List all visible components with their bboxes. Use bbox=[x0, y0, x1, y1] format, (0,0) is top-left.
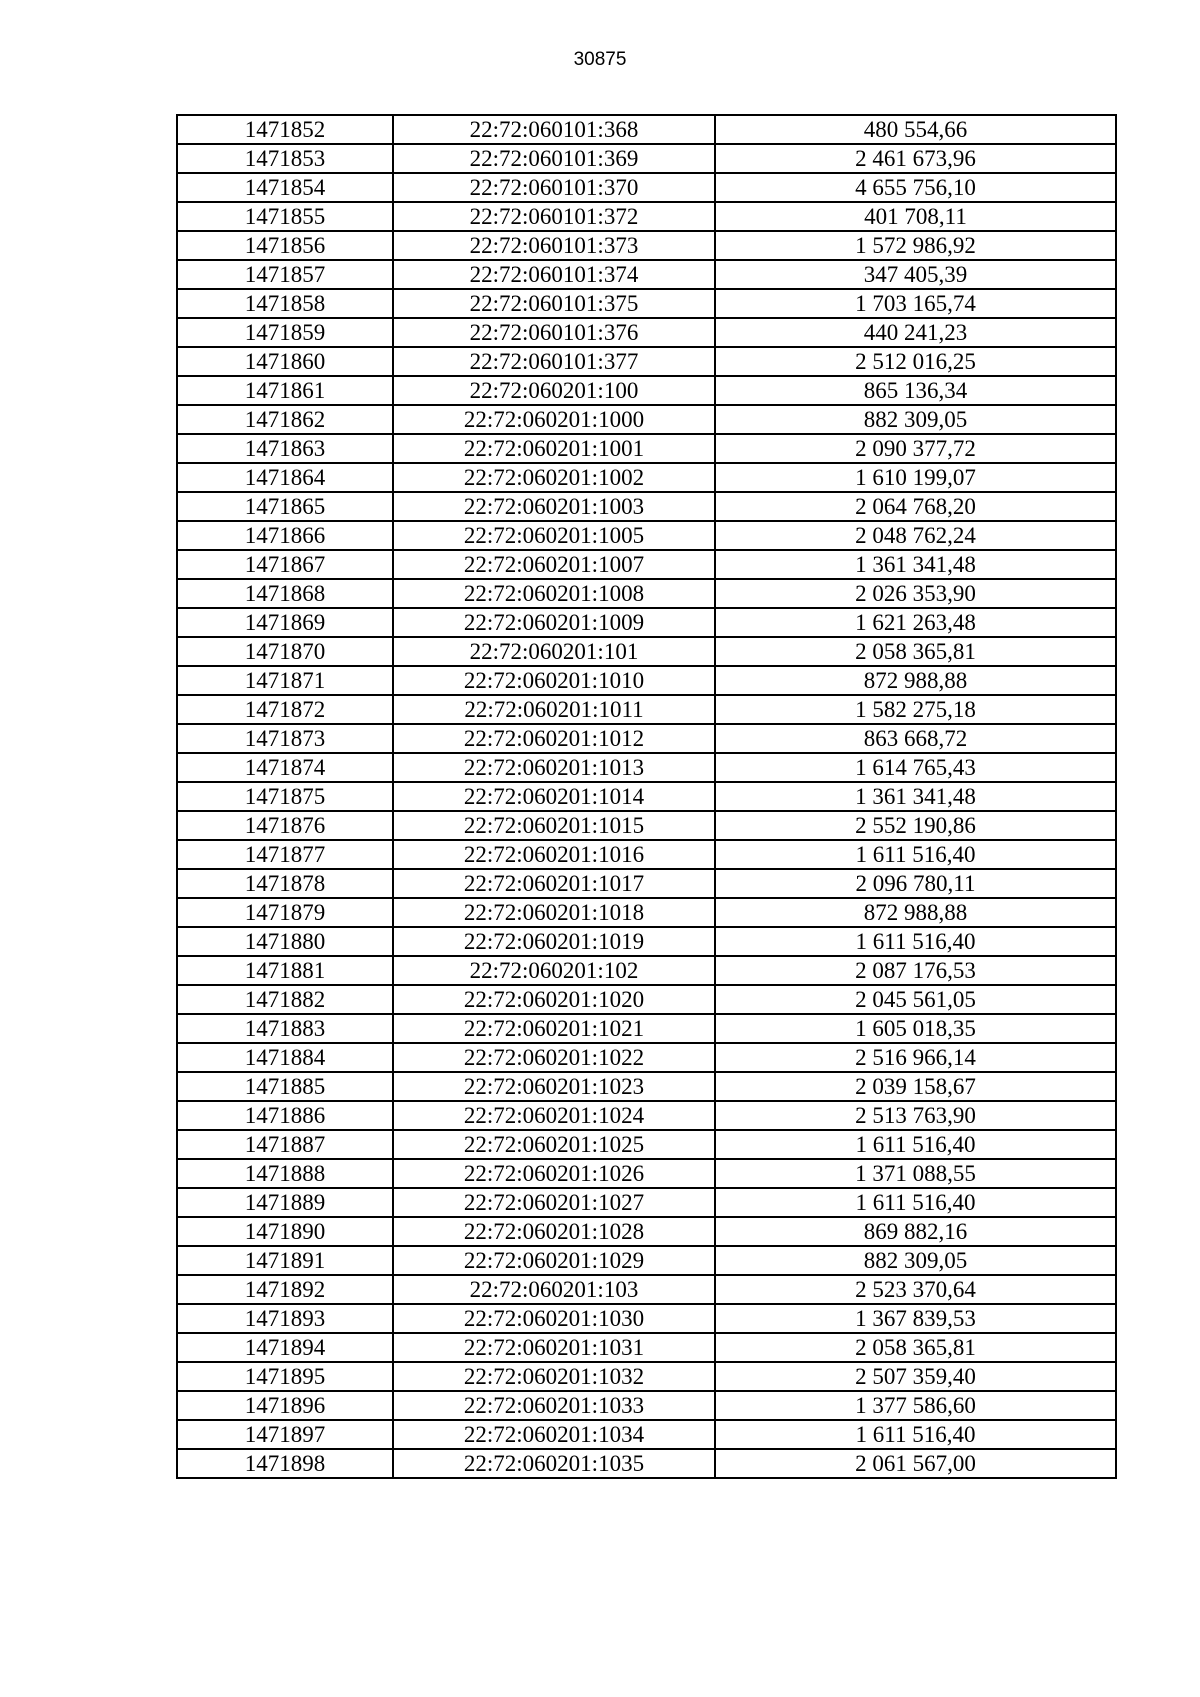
row-number-cell: 1471883 bbox=[177, 1014, 393, 1043]
cadastral-number-cell: 22:72:060201:1013 bbox=[393, 753, 715, 782]
row-number-cell: 1471865 bbox=[177, 492, 393, 521]
table-row bbox=[177, 1014, 1116, 1043]
row-number-cell: 1471893 bbox=[177, 1304, 393, 1333]
table-row bbox=[177, 956, 1116, 985]
table-row bbox=[177, 115, 1116, 144]
row-number-cell: 1471859 bbox=[177, 318, 393, 347]
table-row bbox=[177, 1333, 1116, 1362]
row-number-cell: 1471863 bbox=[177, 434, 393, 463]
table-row bbox=[177, 724, 1116, 753]
cadastral-value-cell: 1 611 516,40 bbox=[715, 927, 1116, 956]
cadastral-number-cell: 22:72:060201:1029 bbox=[393, 1246, 715, 1275]
cadastral-number-cell: 22:72:060101:368 bbox=[393, 115, 715, 144]
cadastral-number-cell: 22:72:060101:374 bbox=[393, 260, 715, 289]
row-number-cell: 1471871 bbox=[177, 666, 393, 695]
row-number-cell: 1471879 bbox=[177, 898, 393, 927]
cadastral-number-cell: 22:72:060201:1022 bbox=[393, 1043, 715, 1072]
cadastral-value-cell: 2 087 176,53 bbox=[715, 956, 1116, 985]
cadastral-value-table bbox=[176, 114, 1117, 1479]
cadastral-number-cell: 22:72:060201:1017 bbox=[393, 869, 715, 898]
table-row bbox=[177, 695, 1116, 724]
table-body bbox=[177, 115, 1116, 1478]
cadastral-value-cell: 2 045 561,05 bbox=[715, 985, 1116, 1014]
cadastral-value-cell: 2 523 370,64 bbox=[715, 1275, 1116, 1304]
cadastral-number-cell: 22:72:060201:1019 bbox=[393, 927, 715, 956]
cadastral-value-cell: 1 611 516,40 bbox=[715, 1130, 1116, 1159]
cadastral-number-cell: 22:72:060201:1032 bbox=[393, 1362, 715, 1391]
table-row bbox=[177, 840, 1116, 869]
cadastral-number-cell: 22:72:060201:1012 bbox=[393, 724, 715, 753]
row-number-cell: 1471855 bbox=[177, 202, 393, 231]
cadastral-number-cell: 22:72:060201:1026 bbox=[393, 1159, 715, 1188]
cadastral-value-cell: 872 988,88 bbox=[715, 666, 1116, 695]
cadastral-number-cell: 22:72:060201:1025 bbox=[393, 1130, 715, 1159]
row-number-cell: 1471876 bbox=[177, 811, 393, 840]
table-row bbox=[177, 347, 1116, 376]
cadastral-number-cell: 22:72:060201:1005 bbox=[393, 521, 715, 550]
cadastral-value-cell: 1 371 088,55 bbox=[715, 1159, 1116, 1188]
cadastral-value-cell: 1 605 018,35 bbox=[715, 1014, 1116, 1043]
cadastral-value-cell: 2 064 768,20 bbox=[715, 492, 1116, 521]
row-number-cell: 1471898 bbox=[177, 1449, 393, 1478]
cadastral-value-cell: 872 988,88 bbox=[715, 898, 1116, 927]
row-number-cell: 1471870 bbox=[177, 637, 393, 666]
cadastral-value-cell: 2 048 762,24 bbox=[715, 521, 1116, 550]
table-row bbox=[177, 753, 1116, 782]
cadastral-number-cell: 22:72:060201:1014 bbox=[393, 782, 715, 811]
row-number-cell: 1471880 bbox=[177, 927, 393, 956]
row-number-cell: 1471874 bbox=[177, 753, 393, 782]
cadastral-value-cell: 1 361 341,48 bbox=[715, 550, 1116, 579]
cadastral-value-cell: 1 611 516,40 bbox=[715, 1420, 1116, 1449]
row-number-cell: 1471867 bbox=[177, 550, 393, 579]
cadastral-number-cell: 22:72:060101:376 bbox=[393, 318, 715, 347]
row-number-cell: 1471860 bbox=[177, 347, 393, 376]
page-number: 30875 bbox=[573, 49, 627, 70]
cadastral-number-cell: 22:72:060201:101 bbox=[393, 637, 715, 666]
cadastral-value-cell: 1 611 516,40 bbox=[715, 1188, 1116, 1217]
row-number-cell: 1471884 bbox=[177, 1043, 393, 1072]
cadastral-value-cell: 2 061 567,00 bbox=[715, 1449, 1116, 1478]
table-row bbox=[177, 1420, 1116, 1449]
cadastral-value-cell: 1 621 263,48 bbox=[715, 608, 1116, 637]
row-number-cell: 1471853 bbox=[177, 144, 393, 173]
cadastral-value-cell: 401 708,11 bbox=[715, 202, 1116, 231]
row-number-cell: 1471875 bbox=[177, 782, 393, 811]
row-number-cell: 1471894 bbox=[177, 1333, 393, 1362]
row-number-cell: 1471897 bbox=[177, 1420, 393, 1449]
table-row bbox=[177, 782, 1116, 811]
table-row bbox=[177, 1246, 1116, 1275]
cadastral-number-cell: 22:72:060201:1010 bbox=[393, 666, 715, 695]
cadastral-number-cell: 22:72:060201:1007 bbox=[393, 550, 715, 579]
cadastral-number-cell: 22:72:060201:1031 bbox=[393, 1333, 715, 1362]
cadastral-value-cell: 2 096 780,11 bbox=[715, 869, 1116, 898]
table-row bbox=[177, 1159, 1116, 1188]
table-row bbox=[177, 666, 1116, 695]
row-number-cell: 1471878 bbox=[177, 869, 393, 898]
cadastral-value-cell: 882 309,05 bbox=[715, 1246, 1116, 1275]
cadastral-number-cell: 22:72:060201:1030 bbox=[393, 1304, 715, 1333]
row-number-cell: 1471868 bbox=[177, 579, 393, 608]
cadastral-number-cell: 22:72:060101:375 bbox=[393, 289, 715, 318]
cadastral-value-cell: 882 309,05 bbox=[715, 405, 1116, 434]
cadastral-value-cell: 2 026 353,90 bbox=[715, 579, 1116, 608]
cadastral-value-cell: 2 461 673,96 bbox=[715, 144, 1116, 173]
row-number-cell: 1471882 bbox=[177, 985, 393, 1014]
row-number-cell: 1471854 bbox=[177, 173, 393, 202]
row-number-cell: 1471891 bbox=[177, 1246, 393, 1275]
table-row bbox=[177, 318, 1116, 347]
table-row bbox=[177, 1362, 1116, 1391]
table-row bbox=[177, 202, 1116, 231]
cadastral-value-cell: 1 367 839,53 bbox=[715, 1304, 1116, 1333]
cadastral-number-cell: 22:72:060101:372 bbox=[393, 202, 715, 231]
table-row bbox=[177, 608, 1116, 637]
row-number-cell: 1471887 bbox=[177, 1130, 393, 1159]
row-number-cell: 1471895 bbox=[177, 1362, 393, 1391]
cadastral-value-cell: 2 512 016,25 bbox=[715, 347, 1116, 376]
table-row bbox=[177, 231, 1116, 260]
cadastral-number-cell: 22:72:060201:1018 bbox=[393, 898, 715, 927]
cadastral-number-cell: 22:72:060101:377 bbox=[393, 347, 715, 376]
cadastral-value-cell: 2 552 190,86 bbox=[715, 811, 1116, 840]
row-number-cell: 1471881 bbox=[177, 956, 393, 985]
table-row bbox=[177, 173, 1116, 202]
cadastral-number-cell: 22:72:060201:1002 bbox=[393, 463, 715, 492]
cadastral-number-cell: 22:72:060201:1024 bbox=[393, 1101, 715, 1130]
table-row bbox=[177, 492, 1116, 521]
cadastral-value-cell: 865 136,34 bbox=[715, 376, 1116, 405]
table-row bbox=[177, 1449, 1116, 1478]
table-row bbox=[177, 1304, 1116, 1333]
cadastral-number-cell: 22:72:060201:1000 bbox=[393, 405, 715, 434]
cadastral-value-cell: 2 090 377,72 bbox=[715, 434, 1116, 463]
cadastral-value-cell: 863 668,72 bbox=[715, 724, 1116, 753]
cadastral-value-cell: 1 582 275,18 bbox=[715, 695, 1116, 724]
cadastral-number-cell: 22:72:060201:100 bbox=[393, 376, 715, 405]
cadastral-number-cell: 22:72:060201:1015 bbox=[393, 811, 715, 840]
cadastral-value-cell: 2 507 359,40 bbox=[715, 1362, 1116, 1391]
row-number-cell: 1471866 bbox=[177, 521, 393, 550]
cadastral-number-cell: 22:72:060101:369 bbox=[393, 144, 715, 173]
table-row bbox=[177, 898, 1116, 927]
cadastral-value-cell: 4 655 756,10 bbox=[715, 173, 1116, 202]
row-number-cell: 1471888 bbox=[177, 1159, 393, 1188]
cadastral-number-cell: 22:72:060201:1016 bbox=[393, 840, 715, 869]
cadastral-number-cell: 22:72:060201:102 bbox=[393, 956, 715, 985]
cadastral-value-cell: 1 611 516,40 bbox=[715, 840, 1116, 869]
cadastral-number-cell: 22:72:060201:1027 bbox=[393, 1188, 715, 1217]
table-row bbox=[177, 434, 1116, 463]
cadastral-value-cell: 2 516 966,14 bbox=[715, 1043, 1116, 1072]
cadastral-value-cell: 1 377 586,60 bbox=[715, 1391, 1116, 1420]
table-row bbox=[177, 521, 1116, 550]
row-number-cell: 1471852 bbox=[177, 115, 393, 144]
row-number-cell: 1471877 bbox=[177, 840, 393, 869]
table-row bbox=[177, 1043, 1116, 1072]
cadastral-number-cell: 22:72:060201:103 bbox=[393, 1275, 715, 1304]
table-row bbox=[177, 579, 1116, 608]
cadastral-value-cell: 1 361 341,48 bbox=[715, 782, 1116, 811]
table-row bbox=[177, 405, 1116, 434]
table-row bbox=[177, 869, 1116, 898]
table-row bbox=[177, 1072, 1116, 1101]
cadastral-number-cell: 22:72:060201:1003 bbox=[393, 492, 715, 521]
cadastral-number-cell: 22:72:060101:373 bbox=[393, 231, 715, 260]
row-number-cell: 1471856 bbox=[177, 231, 393, 260]
cadastral-number-cell: 22:72:060201:1033 bbox=[393, 1391, 715, 1420]
cadastral-number-cell: 22:72:060201:1020 bbox=[393, 985, 715, 1014]
row-number-cell: 1471862 bbox=[177, 405, 393, 434]
cadastral-number-cell: 22:72:060201:1009 bbox=[393, 608, 715, 637]
cadastral-value-cell: 1 610 199,07 bbox=[715, 463, 1116, 492]
row-number-cell: 1471869 bbox=[177, 608, 393, 637]
row-number-cell: 1471896 bbox=[177, 1391, 393, 1420]
cadastral-value-cell: 440 241,23 bbox=[715, 318, 1116, 347]
cadastral-value-cell: 1 703 165,74 bbox=[715, 289, 1116, 318]
row-number-cell: 1471885 bbox=[177, 1072, 393, 1101]
cadastral-number-cell: 22:72:060201:1008 bbox=[393, 579, 715, 608]
cadastral-value-cell: 2 058 365,81 bbox=[715, 637, 1116, 666]
row-number-cell: 1471886 bbox=[177, 1101, 393, 1130]
table-row bbox=[177, 811, 1116, 840]
cadastral-number-cell: 22:72:060201:1021 bbox=[393, 1014, 715, 1043]
table-row bbox=[177, 1101, 1116, 1130]
cadastral-number-cell: 22:72:060201:1028 bbox=[393, 1217, 715, 1246]
row-number-cell: 1471858 bbox=[177, 289, 393, 318]
row-number-cell: 1471864 bbox=[177, 463, 393, 492]
cadastral-value-cell: 869 882,16 bbox=[715, 1217, 1116, 1246]
table-row bbox=[177, 550, 1116, 579]
table-row bbox=[177, 376, 1116, 405]
table-row bbox=[177, 1391, 1116, 1420]
row-number-cell: 1471873 bbox=[177, 724, 393, 753]
row-number-cell: 1471889 bbox=[177, 1188, 393, 1217]
cadastral-number-cell: 22:72:060101:370 bbox=[393, 173, 715, 202]
table-row bbox=[177, 289, 1116, 318]
cadastral-value-cell: 347 405,39 bbox=[715, 260, 1116, 289]
row-number-cell: 1471861 bbox=[177, 376, 393, 405]
row-number-cell: 1471890 bbox=[177, 1217, 393, 1246]
cadastral-value-cell: 2 513 763,90 bbox=[715, 1101, 1116, 1130]
table-row bbox=[177, 1275, 1116, 1304]
cadastral-number-cell: 22:72:060201:1001 bbox=[393, 434, 715, 463]
cadastral-number-cell: 22:72:060201:1023 bbox=[393, 1072, 715, 1101]
cadastral-number-cell: 22:72:060201:1011 bbox=[393, 695, 715, 724]
cadastral-value-cell: 2 058 365,81 bbox=[715, 1333, 1116, 1362]
table-row bbox=[177, 927, 1116, 956]
table-row bbox=[177, 260, 1116, 289]
cadastral-value-cell: 1 614 765,43 bbox=[715, 753, 1116, 782]
table-row bbox=[177, 144, 1116, 173]
table-row bbox=[177, 463, 1116, 492]
cadastral-value-cell: 480 554,66 bbox=[715, 115, 1116, 144]
table-row bbox=[177, 1217, 1116, 1246]
cadastral-value-cell: 2 039 158,67 bbox=[715, 1072, 1116, 1101]
table-row bbox=[177, 1188, 1116, 1217]
row-number-cell: 1471872 bbox=[177, 695, 393, 724]
row-number-cell: 1471892 bbox=[177, 1275, 393, 1304]
table-row bbox=[177, 637, 1116, 666]
table-row bbox=[177, 985, 1116, 1014]
cadastral-value-cell: 1 572 986,92 bbox=[715, 231, 1116, 260]
cadastral-number-cell: 22:72:060201:1035 bbox=[393, 1449, 715, 1478]
row-number-cell: 1471857 bbox=[177, 260, 393, 289]
cadastral-number-cell: 22:72:060201:1034 bbox=[393, 1420, 715, 1449]
table-row bbox=[177, 1130, 1116, 1159]
